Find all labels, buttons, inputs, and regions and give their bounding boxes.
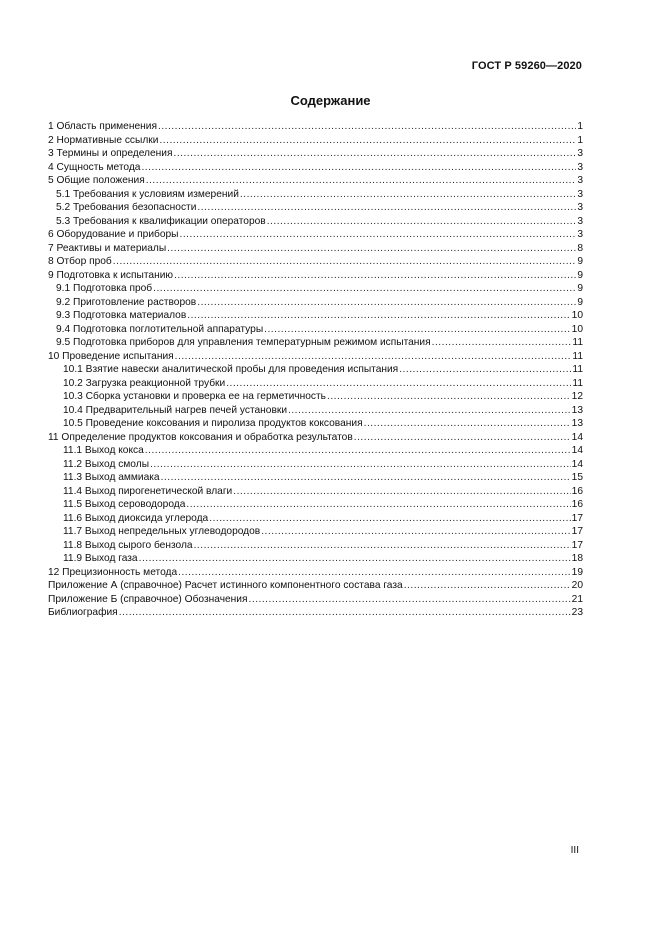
toc-dot-leader <box>354 431 571 445</box>
toc-entry[interactable] <box>48 512 583 526</box>
toc-entry[interactable] <box>48 458 583 472</box>
toc-entry-label: 10.3 Сборка установки и проверка ее на герметичность <box>63 391 326 402</box>
toc-entry[interactable] <box>48 336 583 350</box>
toc-entry[interactable] <box>48 323 583 337</box>
toc-dot-leader <box>432 336 572 350</box>
toc-entry-page: 14 <box>571 431 583 443</box>
toc-entry-label: 10.4 Предварительный нагрев печей установки <box>63 404 288 416</box>
toc-entry[interactable] <box>48 282 583 296</box>
toc-dot-leader <box>249 593 571 607</box>
toc-entry-page: 16 <box>571 485 583 497</box>
toc-dot-leader <box>399 363 571 377</box>
toc-entry-page: 21 <box>571 593 583 605</box>
toc-dot-leader <box>288 404 571 418</box>
toc-dot-leader <box>159 134 576 148</box>
toc-dot-leader <box>145 444 571 458</box>
toc-entry-label: 11.8 Выход сырого бензола <box>63 539 193 551</box>
toc-entry-page: 12 <box>571 391 583 402</box>
toc-entry-label: 7 Реактивы и материалы <box>48 242 167 254</box>
toc-entry[interactable] <box>48 444 583 458</box>
toc-entry[interactable] <box>48 296 583 310</box>
toc-entry-label: 4 Сущность метода <box>48 161 141 173</box>
toc-entry-page: 11 <box>572 350 583 362</box>
toc-entry-label: 10.2 Загрузка реакционной трубки <box>63 377 226 389</box>
toc-entry-page: 13 <box>571 418 583 429</box>
toc-entry-page: 3 <box>577 202 583 213</box>
toc-dot-leader <box>158 120 576 134</box>
toc-dot-leader <box>119 606 571 620</box>
toc-dot-leader <box>194 539 571 553</box>
toc-entry[interactable] <box>48 161 583 175</box>
toc-entry[interactable] <box>48 363 583 377</box>
toc-dot-leader <box>146 174 577 188</box>
toc-entry-label: 11.3 Выход аммиака <box>63 472 160 483</box>
toc-dot-leader <box>139 552 571 566</box>
toc-entry-label: 12 Прецизионность метода <box>48 566 178 578</box>
toc-dot-leader <box>327 390 571 404</box>
toc-entry[interactable] <box>48 228 583 242</box>
toc-entry-page: 10 <box>571 323 583 335</box>
toc-entry[interactable] <box>48 134 583 148</box>
toc-entry-page: 11 <box>572 337 583 348</box>
toc-dot-leader <box>240 188 576 202</box>
toc-dot-leader <box>178 566 571 580</box>
toc-dot-leader <box>174 269 576 283</box>
toc-entry-page: 1 <box>577 121 583 132</box>
toc-entry[interactable] <box>48 377 583 391</box>
toc-entry-label: 6 Оборудование и приборы <box>48 229 179 240</box>
toc-entry-label: Приложение А (справочное) Расчет истинного компонентного состава газа <box>48 580 403 591</box>
toc-entry-label: 5.3 Требования к квалификации операторов <box>56 215 266 227</box>
toc-dot-leader <box>180 228 577 242</box>
toc-entry-label: 9.4 Подготовка поглотительной аппаратуры <box>56 323 264 335</box>
toc-dot-leader <box>113 255 577 269</box>
toc-entry-page: 18 <box>571 553 583 564</box>
toc-entry-page: 3 <box>577 161 583 173</box>
toc-entry-label: 5 Общие положения <box>48 175 145 186</box>
toc-entry-page: 11 <box>572 377 583 389</box>
toc-entry-page: 9 <box>577 269 583 281</box>
toc-entry-page: 8 <box>577 242 583 254</box>
toc-entry-label: 9 Подготовка к испытанию <box>48 269 174 281</box>
toc-entry-page: 11 <box>572 364 583 375</box>
toc-entry-label: 11.5 Выход сероводорода <box>63 499 186 510</box>
toc-entry[interactable] <box>48 431 583 445</box>
toc-entry[interactable] <box>48 539 583 553</box>
toc-entry[interactable] <box>48 255 583 269</box>
toc-dot-leader <box>364 417 571 431</box>
toc-entry-page: 3 <box>577 148 583 159</box>
toc-entry-label: 9.1 Подготовка проб <box>56 283 153 294</box>
toc-dot-leader <box>261 525 570 539</box>
toc-entry[interactable] <box>48 242 583 256</box>
toc-dot-leader <box>233 485 570 499</box>
toc-entry-label: 10.1 Взятие навески аналитической пробы для проведения испытания <box>63 364 399 375</box>
toc-entry[interactable] <box>48 552 583 566</box>
toc-entry[interactable] <box>48 525 583 539</box>
toc-dot-leader <box>175 350 572 364</box>
toc-entry-page: 17 <box>571 539 583 551</box>
toc-entry-page: 17 <box>571 512 583 524</box>
toc-entry[interactable] <box>48 579 583 593</box>
toc-entry-label: 11.4 Выход пирогенетической влаги <box>63 485 233 497</box>
toc-entry-page: 9 <box>577 256 583 267</box>
toc-entry-page: 14 <box>571 445 583 456</box>
toc-dot-leader <box>173 147 576 161</box>
toc-entry-page: 3 <box>577 229 583 240</box>
toc-entry-page: 3 <box>577 175 583 186</box>
toc-dot-leader <box>226 377 571 391</box>
toc-entry-page: 14 <box>571 458 583 470</box>
toc-entry-page: 3 <box>577 215 583 227</box>
toc-dot-leader <box>197 201 576 215</box>
toc-entry-page: 16 <box>571 499 583 510</box>
toc-entry-page: 9 <box>577 283 583 294</box>
toc-entry-label: 9.5 Подготовка приборов для управления температурным режимом испытания <box>56 337 431 348</box>
toc-entry[interactable] <box>48 566 583 580</box>
toc-entry-page: 23 <box>571 607 583 618</box>
toc-entry[interactable] <box>48 269 583 283</box>
toc-entry-page: 19 <box>571 566 583 578</box>
toc-entry-label: 9.3 Подготовка материалов <box>56 310 187 321</box>
toc-entry-page: 9 <box>577 296 583 308</box>
toc-entry-label: 5.1 Требования к условиям измерений <box>56 188 239 200</box>
toc-dot-leader <box>167 242 576 256</box>
toc-entry[interactable] <box>48 593 583 607</box>
page-number: III <box>570 845 579 856</box>
toc-entry-label: 11.7 Выход непредельных углеводородов <box>63 526 261 537</box>
toc-entry[interactable] <box>48 120 583 134</box>
toc-entry-label: 3 Термины и определения <box>48 148 173 159</box>
toc-entry-label: 5.2 Требования безопасности <box>56 202 197 213</box>
toc-entry[interactable] <box>48 417 583 431</box>
toc-entry-label: 11.1 Выход кокса <box>63 445 144 456</box>
toc-dot-leader <box>186 498 570 512</box>
document-code: ГОСТ Р 59260—2020 <box>471 60 582 72</box>
toc-entry-label: Приложение Б (справочное) Обозначения <box>48 593 248 605</box>
toc-entry-page: 3 <box>577 188 583 200</box>
toc-entry-label: 9.2 Приготовление растворов <box>56 296 197 308</box>
toc-dot-leader <box>197 296 576 310</box>
toc-entry-page: 17 <box>571 526 583 537</box>
toc-entry-label: 8 Отбор проб <box>48 256 112 267</box>
toc-entry-page: 1 <box>577 134 583 146</box>
toc-entry[interactable] <box>48 174 583 188</box>
toc-entry-page: 15 <box>571 472 583 483</box>
toc-dot-leader <box>209 512 570 526</box>
toc-entry-label: 10 Проведение испытания <box>48 350 174 362</box>
toc-entry[interactable] <box>48 471 583 485</box>
toc-dot-leader <box>141 161 576 175</box>
toc-entry[interactable] <box>48 485 583 499</box>
toc-dot-leader <box>153 282 576 296</box>
toc-entry-page: 10 <box>571 310 583 321</box>
toc-title: Содержание <box>290 93 371 108</box>
toc-entry-label: 11.9 Выход газа <box>63 553 138 564</box>
toc-entry-label: 11 Определение продуктов коксования и обработка результатов <box>48 431 353 443</box>
toc-entry[interactable] <box>48 147 583 161</box>
toc-entry[interactable] <box>48 309 583 323</box>
toc-entry[interactable] <box>48 188 583 202</box>
toc-entry[interactable] <box>48 215 583 229</box>
toc-entry[interactable] <box>48 404 583 418</box>
toc-entry[interactable] <box>48 498 583 512</box>
toc-dot-leader <box>187 309 570 323</box>
toc-entry-page: 13 <box>571 404 583 416</box>
toc-entry-page: 20 <box>571 580 583 591</box>
toc-entry[interactable] <box>48 350 583 364</box>
toc-entry-label: 11.2 Выход смолы <box>63 458 150 470</box>
toc-entry[interactable] <box>48 201 583 215</box>
toc-entry-label: Библиография <box>48 607 118 618</box>
toc-entry-label: 10.5 Проведение коксования и пиролиза продуктов коксования <box>63 418 363 429</box>
toc-dot-leader <box>150 458 571 472</box>
toc-entry[interactable] <box>48 390 583 404</box>
toc-entry-label: 1 Область применения <box>48 121 157 132</box>
toc-entry-label: 2 Нормативные ссылки <box>48 134 159 146</box>
toc-entry[interactable] <box>48 606 583 620</box>
toc-dot-leader <box>264 323 571 337</box>
table-of-contents <box>48 120 583 620</box>
toc-dot-leader <box>267 215 577 229</box>
toc-dot-leader <box>404 579 571 593</box>
toc-entry-label: 11.6 Выход диоксида углерода <box>63 512 209 524</box>
toc-dot-leader <box>161 471 571 485</box>
